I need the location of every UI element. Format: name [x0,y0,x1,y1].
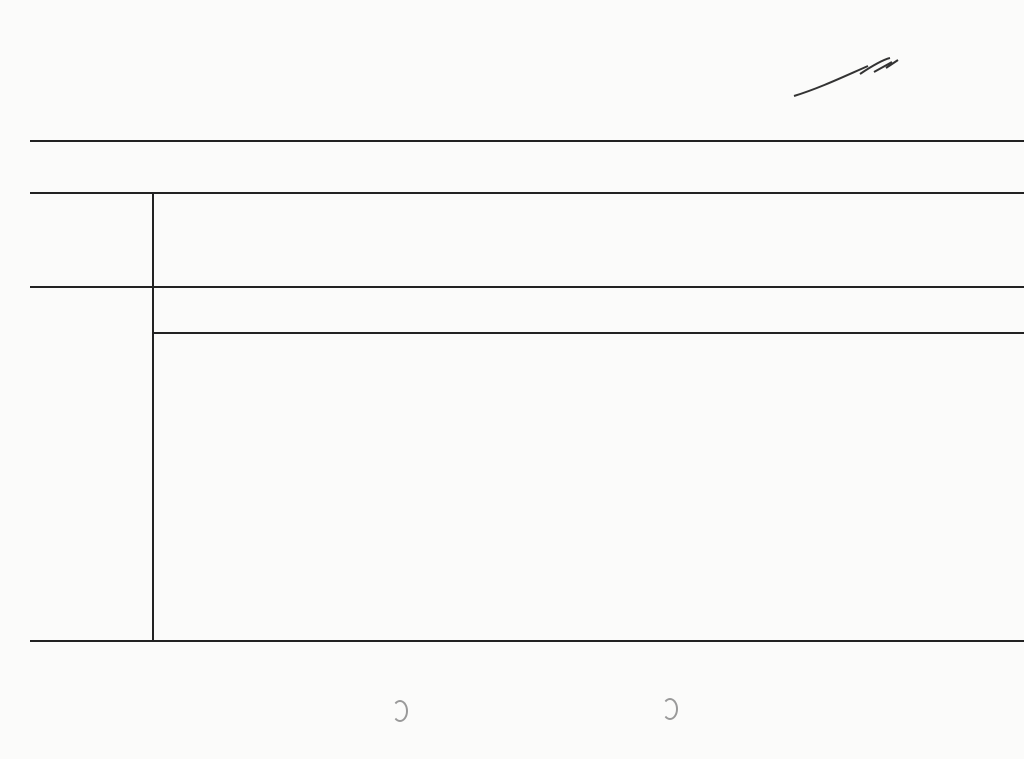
bottom-rule [30,640,1024,642]
punch-hole-right [662,698,678,720]
punch-hole-left [392,700,408,722]
